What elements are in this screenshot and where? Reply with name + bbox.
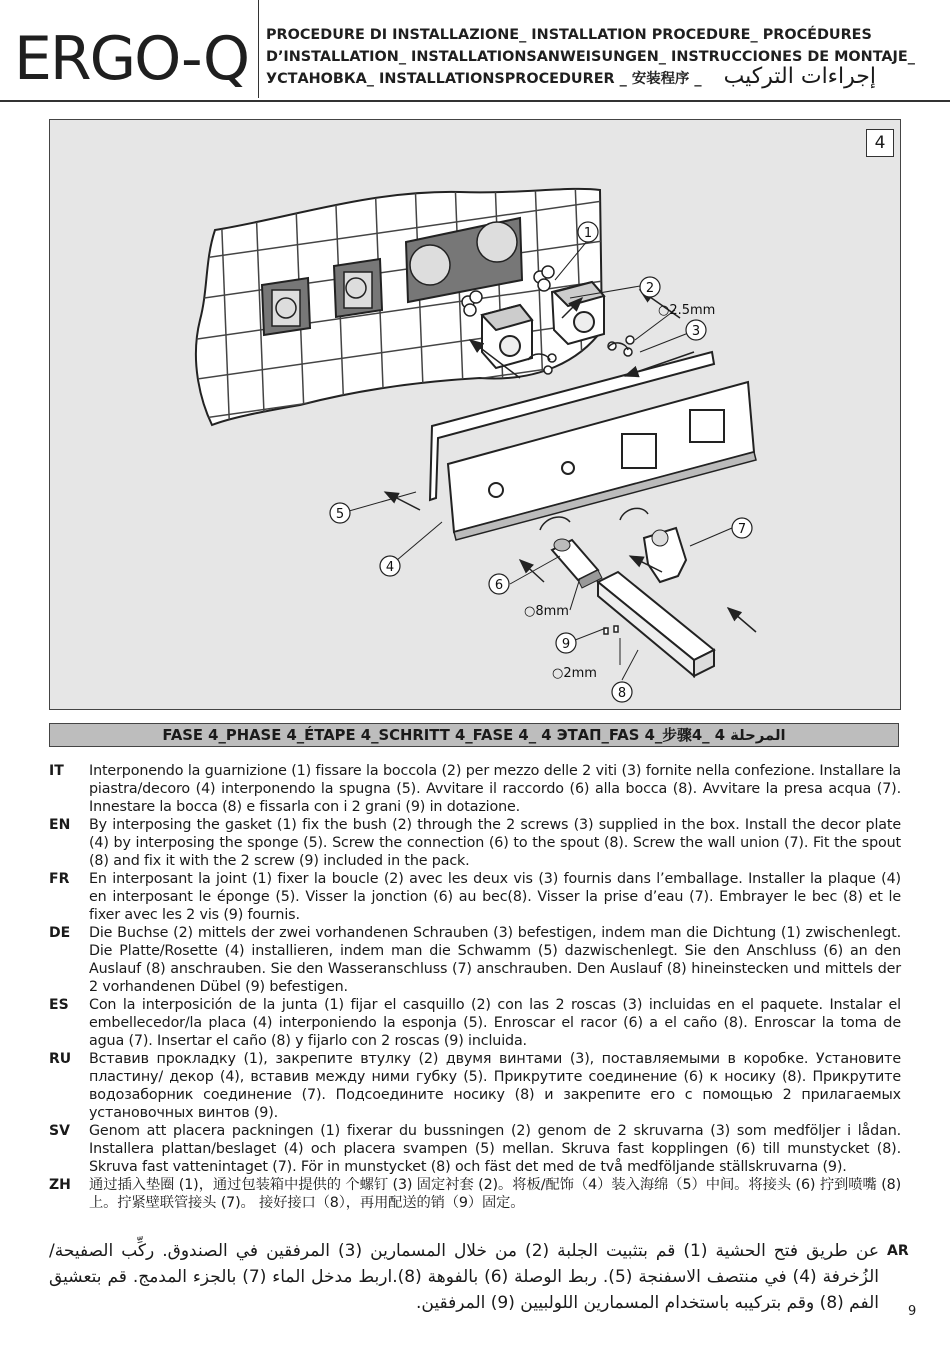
callout-label-1: 1 xyxy=(583,226,593,241)
instruction-row-zh xyxy=(49,1176,901,1212)
callout-label-8: 8 xyxy=(617,686,627,701)
language-code: AR xyxy=(887,1243,909,1259)
header-rule xyxy=(0,100,950,102)
instruction-row-fr xyxy=(49,870,901,924)
instruction-text: عن طريق فتح الحشية (1) قم بتثبيت الجلبة (2) من خلال المسمارين (3) المرفقين في الصندوق. ركِّب الصفيحة/ الزُخرفة (4) في منتصف الاسفنجة (5). ربط الوصلة (6) بالفوهة (8).اربط مدخل الماء (7) بالجزء المدمج. قم بتعشيق الفم (8) وقم بتركيبه باستخدام المسمارين اللولبيين (9) المرفقين. xyxy=(49,1241,879,1313)
header-title-line-3: УСТАНОВКА_ INSTALLATIONSPROCEDURER _ 安装程序 _ xyxy=(266,71,702,87)
brand-logo: ERGO-Q xyxy=(14,24,249,94)
instruction-row-es xyxy=(49,996,901,1050)
diagram-drawing xyxy=(50,120,900,709)
language-code: IT xyxy=(49,763,64,779)
language-code: ES xyxy=(49,997,69,1013)
spout xyxy=(598,572,714,676)
callout-label-5: 5 xyxy=(335,507,345,522)
instruction-row-sv xyxy=(49,1122,901,1176)
language-code: EN xyxy=(49,817,71,833)
language-code: SV xyxy=(49,1123,70,1139)
instruction-text: En interposant la joint (1) fixer la boucle (2) avec les deux vis (3) fournis dans l’emballage. Installer la plaque (4) en interposant le éponge (5). Visser la jonction (6) au bec(8). Visser la prise d’eau (7). Embrayer le bec (8) et le fixer avec les 2 vis (9) fournis. xyxy=(89,871,901,923)
set-screws xyxy=(604,626,618,634)
language-code: DE xyxy=(49,925,71,941)
instructions-list xyxy=(49,762,901,1212)
tiled-wall xyxy=(180,160,610,460)
step-number-box: 4 xyxy=(866,129,894,157)
wall-union xyxy=(644,528,686,582)
instruction-row-de xyxy=(49,924,901,996)
instruction-text: 通过插入垫圈 (1)，通过包装箱中提供的 个螺钉 (3) 固定衬套 (2)。将板/配饰（4）装入海绵（5）中间。将接头 (6) 拧到喷嘴 (8) 上。拧紧壁联管接头 (7)。 接好接口（8），再用配送的销（9）固定。 xyxy=(89,1177,901,1211)
language-code: ZH xyxy=(49,1177,71,1193)
callout-label-3: 3 xyxy=(691,324,701,339)
callout-label-4: 4 xyxy=(385,560,395,575)
decor-plate xyxy=(448,382,756,540)
dimension-label-8mm: ○8mm xyxy=(524,604,569,619)
instruction-text: Con la interposición de la junta (1) fijar el casquillo (2) con las 2 roscas (3) incluidas en el paquete. Instalar el embellecedor/la placa (4) interponiendo la esponja (5). Enroscar el racor (6) a el caño (8). Enroscar la toma de agua (7). Insertar el caño (8) y fijarlo con 2 roscas (9) incluida. xyxy=(89,997,901,1049)
instruction-row-it xyxy=(49,762,901,816)
phase-title-bar: FASE 4_PHASE 4_ÉTAPE 4_SCHRITT 4_FASE 4_ 4 ЭТАП_FAS 4_步骤4_ 4 المرحلة xyxy=(49,723,899,747)
page-header xyxy=(0,0,950,104)
header-title-line-1: PROCEDURE DI INSTALLAZIONE_ INSTALLATION PROCEDURE_ PROCÉDURES xyxy=(266,27,872,43)
callout-label-7: 7 xyxy=(737,522,747,537)
instruction-row-ar xyxy=(49,1238,909,1316)
callout-label-9: 9 xyxy=(561,637,571,652)
header-title-line-2: D’INSTALLATION_ INSTALLATIONSANWEISUNGEN_ INSTRUCCIONES DE MONTAJE_ xyxy=(266,49,915,65)
dimension-label-2mm: ○2mm xyxy=(552,666,597,681)
instruction-text: By interposing the gasket (1) fix the bush (2) through the 2 screws (3) supplied in the box. Install the decor plate (4) by interposing the sponge (5). Screw the connection (6) to the spout (8). Screw the wall union (7). Fit the spout (8) and fix it with the 2 screw (9) included in the pack. xyxy=(89,817,901,869)
language-code: FR xyxy=(49,871,70,887)
header-title-arabic: إجراءات التركيب xyxy=(723,64,876,89)
page-number: 9 xyxy=(908,1304,917,1319)
instruction-row-en xyxy=(49,816,901,870)
instruction-text: Interponendo la guarnizione (1) fissare la boccola (2) per mezzo delle 2 viti (3) fornite nella confezione. Installare la piastra/decoro (4) interponendo la spugna (5). Avvitare il raccordo (6) alla bocca (8). Avvitare la presa acqua (7). Innestare la bocca (8) e fissarla con i 2 grani (9) in dotazione. xyxy=(89,763,901,815)
instruction-text: Die Buchse (2) mittels der zwei vorhandenen Schrauben (3) befestigen, indem man die Dichtung (1) zwischenlegt. Die Platte/Rosette (4) installieren, indem man die Schwamm (5) dazwischenlegt. Sie den Anschluss (6) an den Auslauf (8) anschrauben. Sie den Wasseranschluss (7) anschrauben. Den Auslauf (8) hineinstecken und mittels der 2 vorhandenen Dübel (9) befestigen. xyxy=(89,925,901,995)
instruction-text: Вставив прокладку (1), закрепите втулку (2) двумя винтами (3), поставляемыми в коробке. Установите пластину/ декор (4), вставив между ними губку (5). Прикрутите соединение (6) к носику (8). Прикрутите водозаборник соединение (7). Подсоедините носику (8) и закрепите его с помощью 2 прилагаемых установочных винтов (9). xyxy=(89,1051,901,1121)
dimension-label-2-5mm: ○2.5mm xyxy=(658,303,716,318)
instruction-text: Genom att placera packningen (1) fixerar du bussningen (2) genom de 2 skruvarna (3) som medföljer i lådan. Installera plattan/beslaget (4) och placera svampen (5) mellan. Skruva fast kopplingen (6) till munstycket (8). Skruva fast vattenintaget (7). För in munstycket (8) och fäst det med de två medföljande ställskruvarna (9). xyxy=(89,1123,901,1175)
callout-label-6: 6 xyxy=(494,578,504,593)
language-code: RU xyxy=(49,1051,72,1067)
instruction-row-ru xyxy=(49,1050,901,1122)
installation-diagram xyxy=(49,119,901,710)
connection-part xyxy=(552,539,602,588)
header-divider xyxy=(258,0,259,98)
callout-label-2: 2 xyxy=(645,281,655,296)
